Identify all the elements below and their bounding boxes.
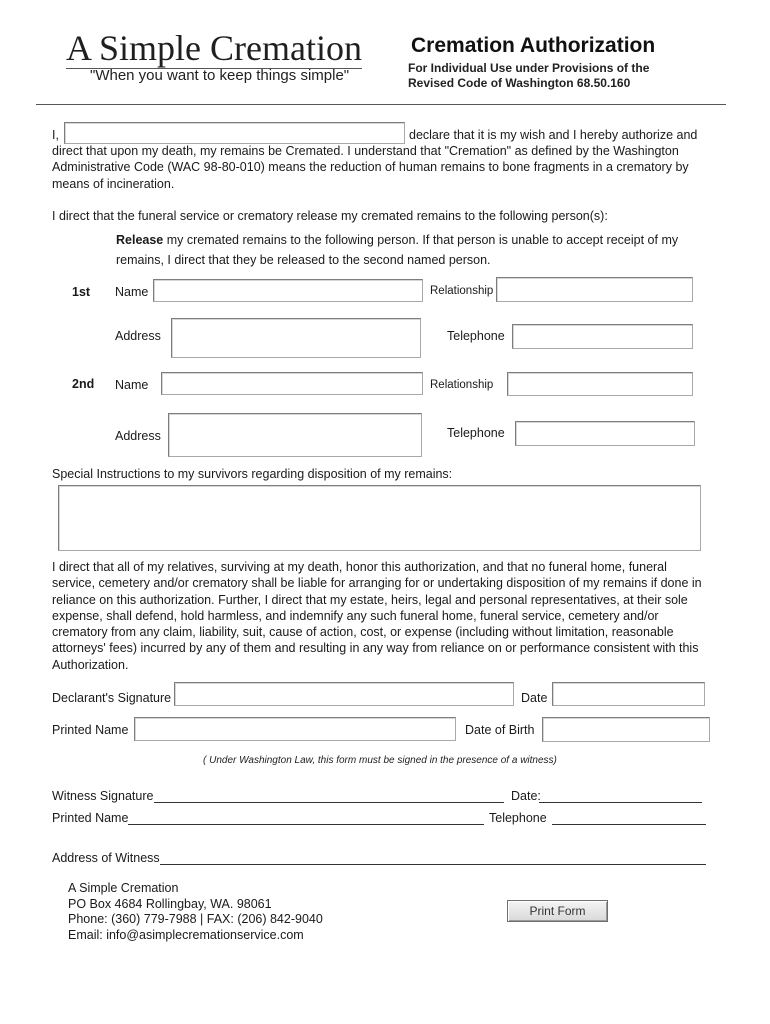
witness-address-label: Address of Witness	[52, 851, 160, 865]
release-line-2: remains, I direct that they be released to the second named person.	[116, 253, 491, 267]
second-telephone-label: Telephone	[447, 426, 505, 440]
directive-line-6: attorneys' fees) incurred by any of them and resulting in any way from reliance on or performance consistent with this	[52, 641, 699, 656]
declarant-printed-name-input[interactable]	[134, 717, 456, 741]
second-relationship-label: Relationship	[430, 379, 494, 391]
directive-paragraph	[52, 559, 732, 673]
subtitle-line-1: For Individual Use under Provisions of the	[408, 61, 650, 75]
declarant-date-label: Date	[521, 691, 548, 705]
directive-line-7: Authorization.	[52, 657, 129, 672]
second-relationship-input[interactable]	[507, 372, 693, 396]
contact-email: Email: info@asimplecremationservice.com	[68, 928, 304, 943]
release-bold-word: Release	[116, 233, 164, 247]
form-subtitle	[408, 61, 649, 91]
first-address-input[interactable]	[171, 318, 421, 358]
brand-logo-title: A Simple Cremation	[66, 28, 362, 68]
first-telephone-label: Telephone	[447, 329, 505, 343]
declaration-line-1: declare that it is my wish and I hereby authorize and	[409, 128, 698, 142]
witness-address-line[interactable]	[160, 864, 706, 865]
second-address-input[interactable]	[168, 413, 422, 457]
declarant-name-input[interactable]	[64, 122, 405, 144]
special-instructions-input[interactable]	[58, 485, 701, 551]
contact-block	[68, 881, 323, 944]
declarant-printed-name-label: Printed Name	[52, 723, 129, 737]
date-of-birth-input[interactable]	[542, 717, 710, 742]
contact-name: A Simple Cremation	[68, 881, 179, 895]
second-name-input[interactable]	[161, 372, 423, 395]
witness-printed-name-label: Printed Name	[52, 811, 129, 825]
directive-line-5: crematory from any claim, liability, suit, cause of action, cost, or expense (including without limitation, reasonable	[52, 625, 674, 640]
declarant-signature-input[interactable]	[174, 682, 514, 706]
declarant-signature-label: Declarant's Signature	[52, 691, 172, 705]
second-address-label: Address	[115, 429, 161, 443]
witness-date-line[interactable]	[539, 802, 702, 803]
first-relationship-label: Relationship	[430, 285, 494, 297]
declaration-line-3: Administrative Code (WAC 98-80-010) means the reduction of human remains to bone fragments in a crematory by	[52, 160, 689, 175]
directive-line-3: reliance on this authorization. Further, I direct that my estate, heirs, legal and personal representatives, at their sole	[52, 592, 688, 607]
release-direct-text: I direct that the funeral service or crematory release my cremated remains to the following person(s):	[52, 209, 608, 223]
witness-date-label: Date:	[511, 789, 541, 803]
witness-signature-line[interactable]	[154, 802, 504, 803]
declaration-line-4: means of incineration.	[52, 176, 175, 191]
subtitle-line-2: Revised Code of Washington 68.50.160	[408, 76, 631, 90]
second-person-label: 2nd	[72, 377, 95, 391]
date-of-birth-label: Date of Birth	[465, 723, 535, 737]
directive-line-4: expense, shall defend, hold harmless, and indemnify any such funeral home, funeral service, cemetery and/or	[52, 608, 659, 623]
first-telephone-input[interactable]	[512, 324, 693, 349]
release-paragraph	[116, 230, 716, 270]
first-name-label: Name	[115, 285, 149, 299]
witness-telephone-label: Telephone	[489, 811, 547, 825]
form-title: Cremation Authorization	[411, 34, 656, 57]
brand-tagline: "When you want to keep things simple"	[90, 67, 350, 84]
directive-line-1: I direct that all of my relatives, surviving at my death, honor this authorization, and that no funeral home, funeral	[52, 560, 667, 574]
witness-signature-label: Witness Signature	[52, 789, 154, 803]
second-telephone-input[interactable]	[515, 421, 695, 446]
first-address-label: Address	[115, 329, 161, 343]
first-name-input[interactable]	[153, 279, 423, 302]
special-instructions-label: Special Instructions to my survivors regarding disposition of my remains:	[52, 467, 453, 481]
contact-address: PO Box 4684 Rollingbay, WA. 98061	[68, 896, 272, 911]
declaration-line-2: direct that upon my death, my remains be Cremated. I understand that "Cremation" as defined by the Washington	[52, 144, 679, 158]
declarant-date-input[interactable]	[552, 682, 705, 706]
first-person-label: 1st	[72, 285, 91, 299]
witness-printed-name-line[interactable]	[128, 824, 484, 825]
witness-requirement-note: ( Under Washington Law, this form must be signed in the presence of a witness)	[203, 755, 557, 766]
declaration-paragraph	[52, 143, 732, 192]
directive-line-2: service, cemetery and/or crematory shall be liable for arranging for or undertaking disposition of my remains if done in	[52, 576, 702, 591]
declaration-prefix: I,	[52, 128, 59, 142]
contact-phone: Phone: (360) 779-7988 | FAX: (206) 842-9040	[68, 912, 323, 927]
second-name-label: Name	[115, 378, 149, 392]
release-line-1: my cremated remains to the following person. If that person is unable to accept receipt of my	[163, 233, 679, 247]
header-divider	[36, 104, 726, 105]
first-relationship-input[interactable]	[496, 277, 693, 302]
witness-telephone-line[interactable]	[552, 824, 706, 825]
print-form-button[interactable]: Print Form	[507, 900, 608, 922]
